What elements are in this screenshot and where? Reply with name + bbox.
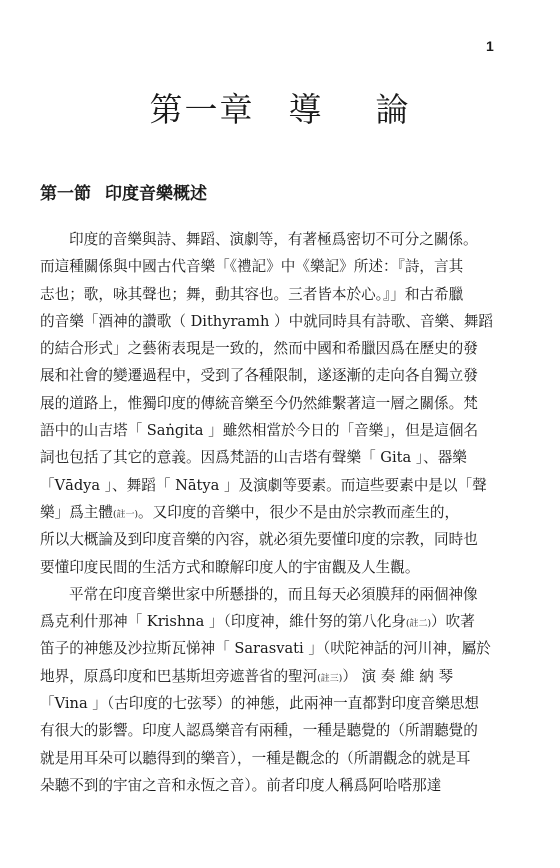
body-text <box>40 226 560 799</box>
text-fragment: 。又印度的音樂中，很少不是由於宗教而產生的， <box>138 503 460 521</box>
section-heading <box>40 179 207 204</box>
text-fragment: 樂」爲主體 <box>40 503 113 521</box>
section-title: 印度音樂概述 <box>105 184 207 204</box>
text-line: 有很大的影響。印度人認爲樂音有兩種，一種是聽覺的（所謂聽覺的 <box>40 722 478 740</box>
text-line: 志也；歌，咏其聲也；舞，動其容也。三者皆本於心。』」和古希臘 <box>40 285 464 303</box>
text-line: 詞也包括了其它的意義。因爲梵語的山吉塔有聲樂「 Gita 」、器樂 <box>40 449 467 467</box>
text-line <box>40 663 560 690</box>
text-line: 笛子的神態及沙拉斯瓦悌神「 Sarasvati 」（吠陀神話的河川神，屬於 <box>40 640 491 658</box>
text-line: 所以大概論及到印度音樂的內容，就必須先要懂印度的宗教，同時也 <box>40 531 478 549</box>
chapter-word-1: 導 <box>288 90 324 129</box>
text-line: 的音樂「酒神的讚歌（ Dithyramh ）中就同時具有詩歌、音樂、舞蹈 <box>40 312 493 330</box>
note-ref-2: (註二) <box>405 619 432 630</box>
text-fragment: 爲克利什那神「 Krishna 」（印度神，維什努的第八化身 <box>40 613 406 631</box>
text-line: 語中的山吉塔「 Saṅgita 」雖然相當於今日的「音樂」，但是這個名 <box>40 422 479 440</box>
note-ref-3: (註三) <box>317 673 343 684</box>
chapter-title <box>0 84 560 131</box>
section-label: 第一節 <box>40 184 91 204</box>
text-line: 展和社會的變遷過程中，受到了各種限制，遂逐漸的走向各自獨立發 <box>40 367 478 385</box>
text-line: 而這種關係與中國古代音樂「《禮記》中《樂記》所述：『詩，言其 <box>40 258 464 276</box>
text-line: 要懂印度民間的生活方式和瞭解印度人的宇宙觀及人生觀。 <box>40 558 420 576</box>
text-line: 印度的音樂與詩、舞蹈、演劇等，有著極爲密切不可分之關係。 <box>69 231 478 248</box>
text-line: 的結合形式」之藝術表現是一致的，然而中國和希臘因爲在歷史的發 <box>40 340 478 358</box>
text-fragment: ）吹著 <box>431 613 475 631</box>
text-line: 展的道路上，惟獨印度的傳統音樂至今仍然維繫著這一層之關係。梵 <box>40 394 478 412</box>
text-fragment: 地界，原爲印度和巴基斯坦旁遮普省的聖河 <box>40 667 318 685</box>
text-fragment: ） 演 奏 維 納 琴 <box>342 667 454 685</box>
page-number: 1 <box>486 38 494 54</box>
chapter-word-2: 論 <box>375 90 411 129</box>
text-line: 「Vādya 」、舞蹈「 Nātya 」及演劇等要素。而這些要素中是以「聲 <box>40 476 487 494</box>
text-line <box>40 499 560 526</box>
text-line: 就是用耳朵可以聽得到的樂音），一種是觀念的（所謂觀念的就是耳 <box>40 749 471 767</box>
text-line: 平常在印度音樂世家中所懸掛的，而且每天必須膜拜的兩個神像 <box>69 585 478 603</box>
text-line: 「Vina 」（古印度的七弦琴）的神態，此兩神一直都對印度音樂思想 <box>40 695 480 713</box>
text-line <box>40 608 560 635</box>
note-ref-1: (註一) <box>112 509 139 520</box>
chapter-label: 第一章 <box>149 90 255 129</box>
text-line: 朵聽不到的宇宙之音和永恆之音）。前者印度人稱爲阿哈嗒那達 <box>40 776 442 794</box>
